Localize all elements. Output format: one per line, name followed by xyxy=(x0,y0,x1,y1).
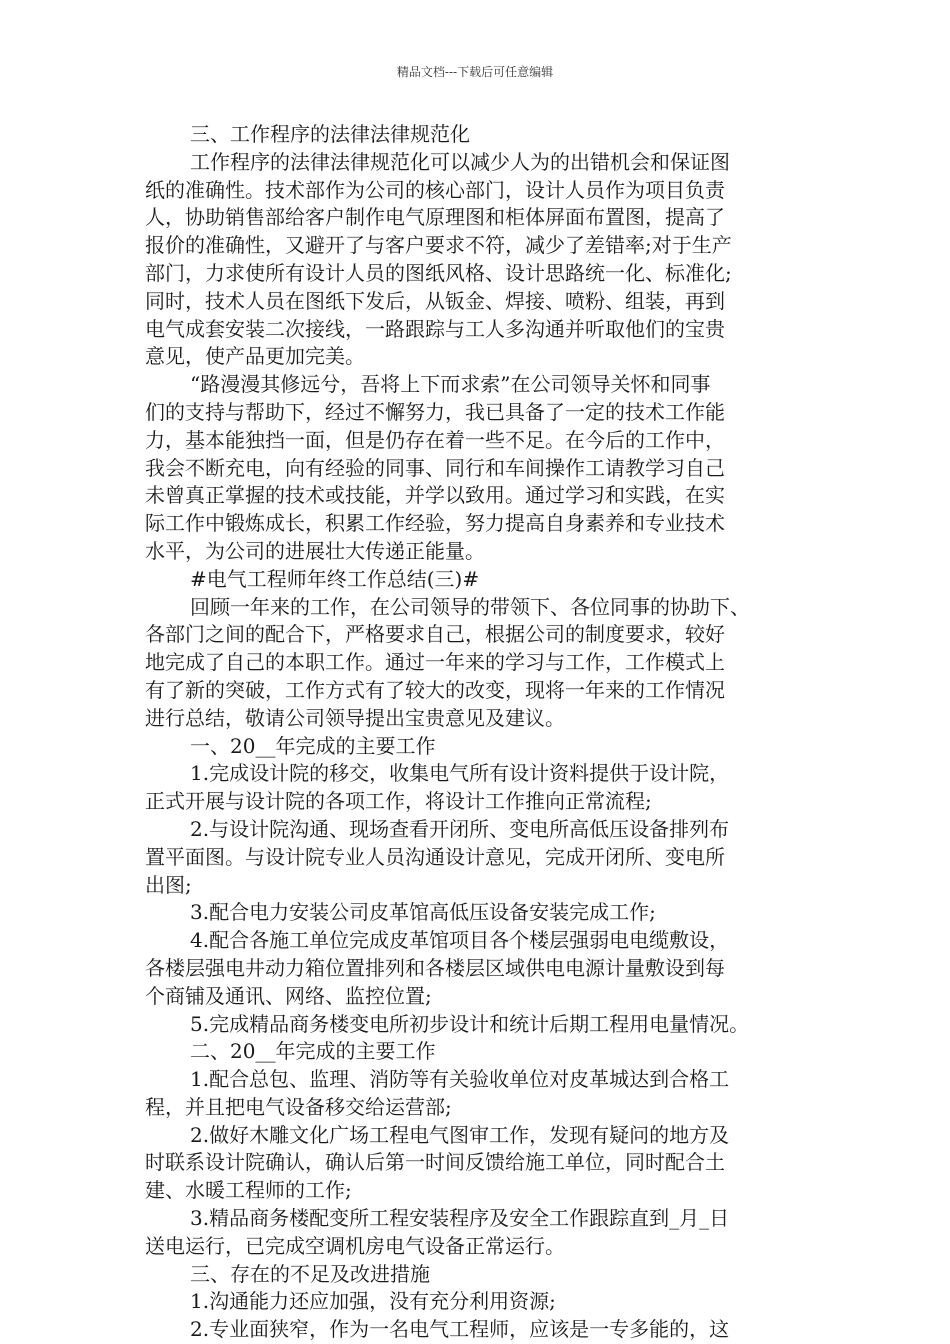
text-line: 4.配合各施工单位完成皮革馆项目各个楼层强弱电电缆敷设， xyxy=(190,928,730,953)
text-line: 地完成了自己的本职工作。通过一年来的学习与工作，工作模式上 xyxy=(145,650,725,675)
text-line: 进行总结，敬请公司领导提出宝贵意见及建议。 xyxy=(145,705,565,730)
text-line: 出图; xyxy=(145,872,192,897)
document-body xyxy=(145,121,815,1344)
text-line: 2.做好木雕文化广场工程电气图审工作，发现有疑问的地方及 xyxy=(190,1122,730,1147)
text-line: 送电运行，已完成空调机房电气设备正常运行。 xyxy=(145,1233,565,1258)
text-line: 未曾真正掌握的技术或技能，并学以致用。通过学习和实践，在实 xyxy=(145,483,725,508)
text-line: 各楼层强电井动力箱位置排列和各楼层区域供电电源计量敷设到每 xyxy=(145,955,725,980)
text-line: 部门，力求使所有设计人员的图纸风格、设计思路统一化、标准化; xyxy=(145,260,732,285)
text-line: 2.专业面狭窄，作为一名电气工程师，应该是一专多能的，这 xyxy=(190,1317,730,1342)
text-line: 水平，为公司的进展壮大传递正能量。 xyxy=(145,538,485,563)
text-line: 置平面图。与设计院专业人员沟通设计意见，完成开闭所、变电所 xyxy=(145,844,725,869)
text-line: 正式开展与设计院的各项工作，将设计工作推向正常流程; xyxy=(145,789,652,814)
text-line: 人，协助销售部给客户制作电气原理图和柜体屏面布置图，提高了 xyxy=(145,205,725,230)
text-line: 意见，使产品更加完美。 xyxy=(145,344,365,369)
text-line: 纸的准确性。技术部作为公司的核心部门，设计人员作为项目负责 xyxy=(145,177,725,202)
text-line: 各部门之间的配合下，严格要求自己，根据公司的制度要求，较好 xyxy=(145,622,725,647)
text-line: 回顾一年来的工作，在公司领导的带领下、各位同事的协助下、 xyxy=(190,594,750,619)
text-line: 报价的准确性，又避开了与客户要求不符，减少了差错率;对于生产 xyxy=(145,233,732,258)
text-line: “路漫漫其修远兮，吾将上下而求索”在公司领导关怀和同事 xyxy=(190,372,711,397)
text-line: 我会不断充电，向有经验的同事、同行和车间操作工请教学习自己 xyxy=(145,455,725,480)
text-line: 3.配合电力安装公司皮革馆高低压设备安装完成工作; xyxy=(190,900,656,925)
text-line: 三、存在的不足及改进措施 xyxy=(190,1261,430,1286)
page-header: 精品文档---下载后可任意编辑 xyxy=(396,65,554,79)
text-line: 工作程序的法律法律规范化可以减少人为的出错机会和保证图 xyxy=(190,149,730,174)
text-line: 时联系设计院确认，确认后第一时间反馈给施工单位，同时配合土 xyxy=(145,1150,725,1175)
text-line: 际工作中锻炼成长，积累工作经验，努力提高自身素养和专业技术 xyxy=(145,511,725,536)
text-line: 建、水暖工程师的工作; xyxy=(145,1178,352,1203)
text-line: 程，并且把电气设备移交给运营部; xyxy=(145,1094,452,1119)
text-line: #电气工程师年终工作总结(三)# xyxy=(190,566,480,591)
text-line: 5.完成精品商务楼变电所初步设计和统计后期工程用电量情况。 xyxy=(190,1011,750,1036)
text-line: 力，基本能独挡一面，但是仍存在着一些不足。在今后的工作中， xyxy=(145,427,725,452)
text-line: 有了新的突破，工作方式有了较大的改变，现将一年来的工作情况 xyxy=(145,677,725,702)
text-line: 们的支持与帮助下，经过不懈努力，我已具备了一定的技术工作能 xyxy=(145,399,725,424)
text-line: 1.配合总包、监理、消防等有关验收单位对皮革城达到合格工 xyxy=(190,1067,730,1092)
text-line: 三、工作程序的法律法律规范化 xyxy=(190,122,470,146)
text-line: 二、20__年完成的主要工作 xyxy=(190,1039,436,1064)
text-line: 1.沟通能力还应加强，没有充分利用资源; xyxy=(190,1289,556,1314)
text-line: 2.与设计院沟通、现场查看开闭所、变电所高低压设备排列布 xyxy=(190,816,730,841)
text-line: 3.精品商务楼配变所工程安装程序及安全工作跟踪直到_月_日 xyxy=(190,1206,730,1231)
text-line: 个商铺及通讯、网络、监控位置; xyxy=(145,983,432,1008)
text-line: 1.完成设计院的移交，收集电气所有设计资料提供于设计院， xyxy=(190,761,730,786)
text-line: 同时，技术人员在图纸下发后，从钣金、焊接、喷粉、组装，再到 xyxy=(145,288,725,313)
text-line: 一、20__年完成的主要工作 xyxy=(190,733,436,758)
text-line: 电气成套安装二次接线，一路跟踪与工人多沟通并听取他们的宝贵 xyxy=(145,316,725,341)
